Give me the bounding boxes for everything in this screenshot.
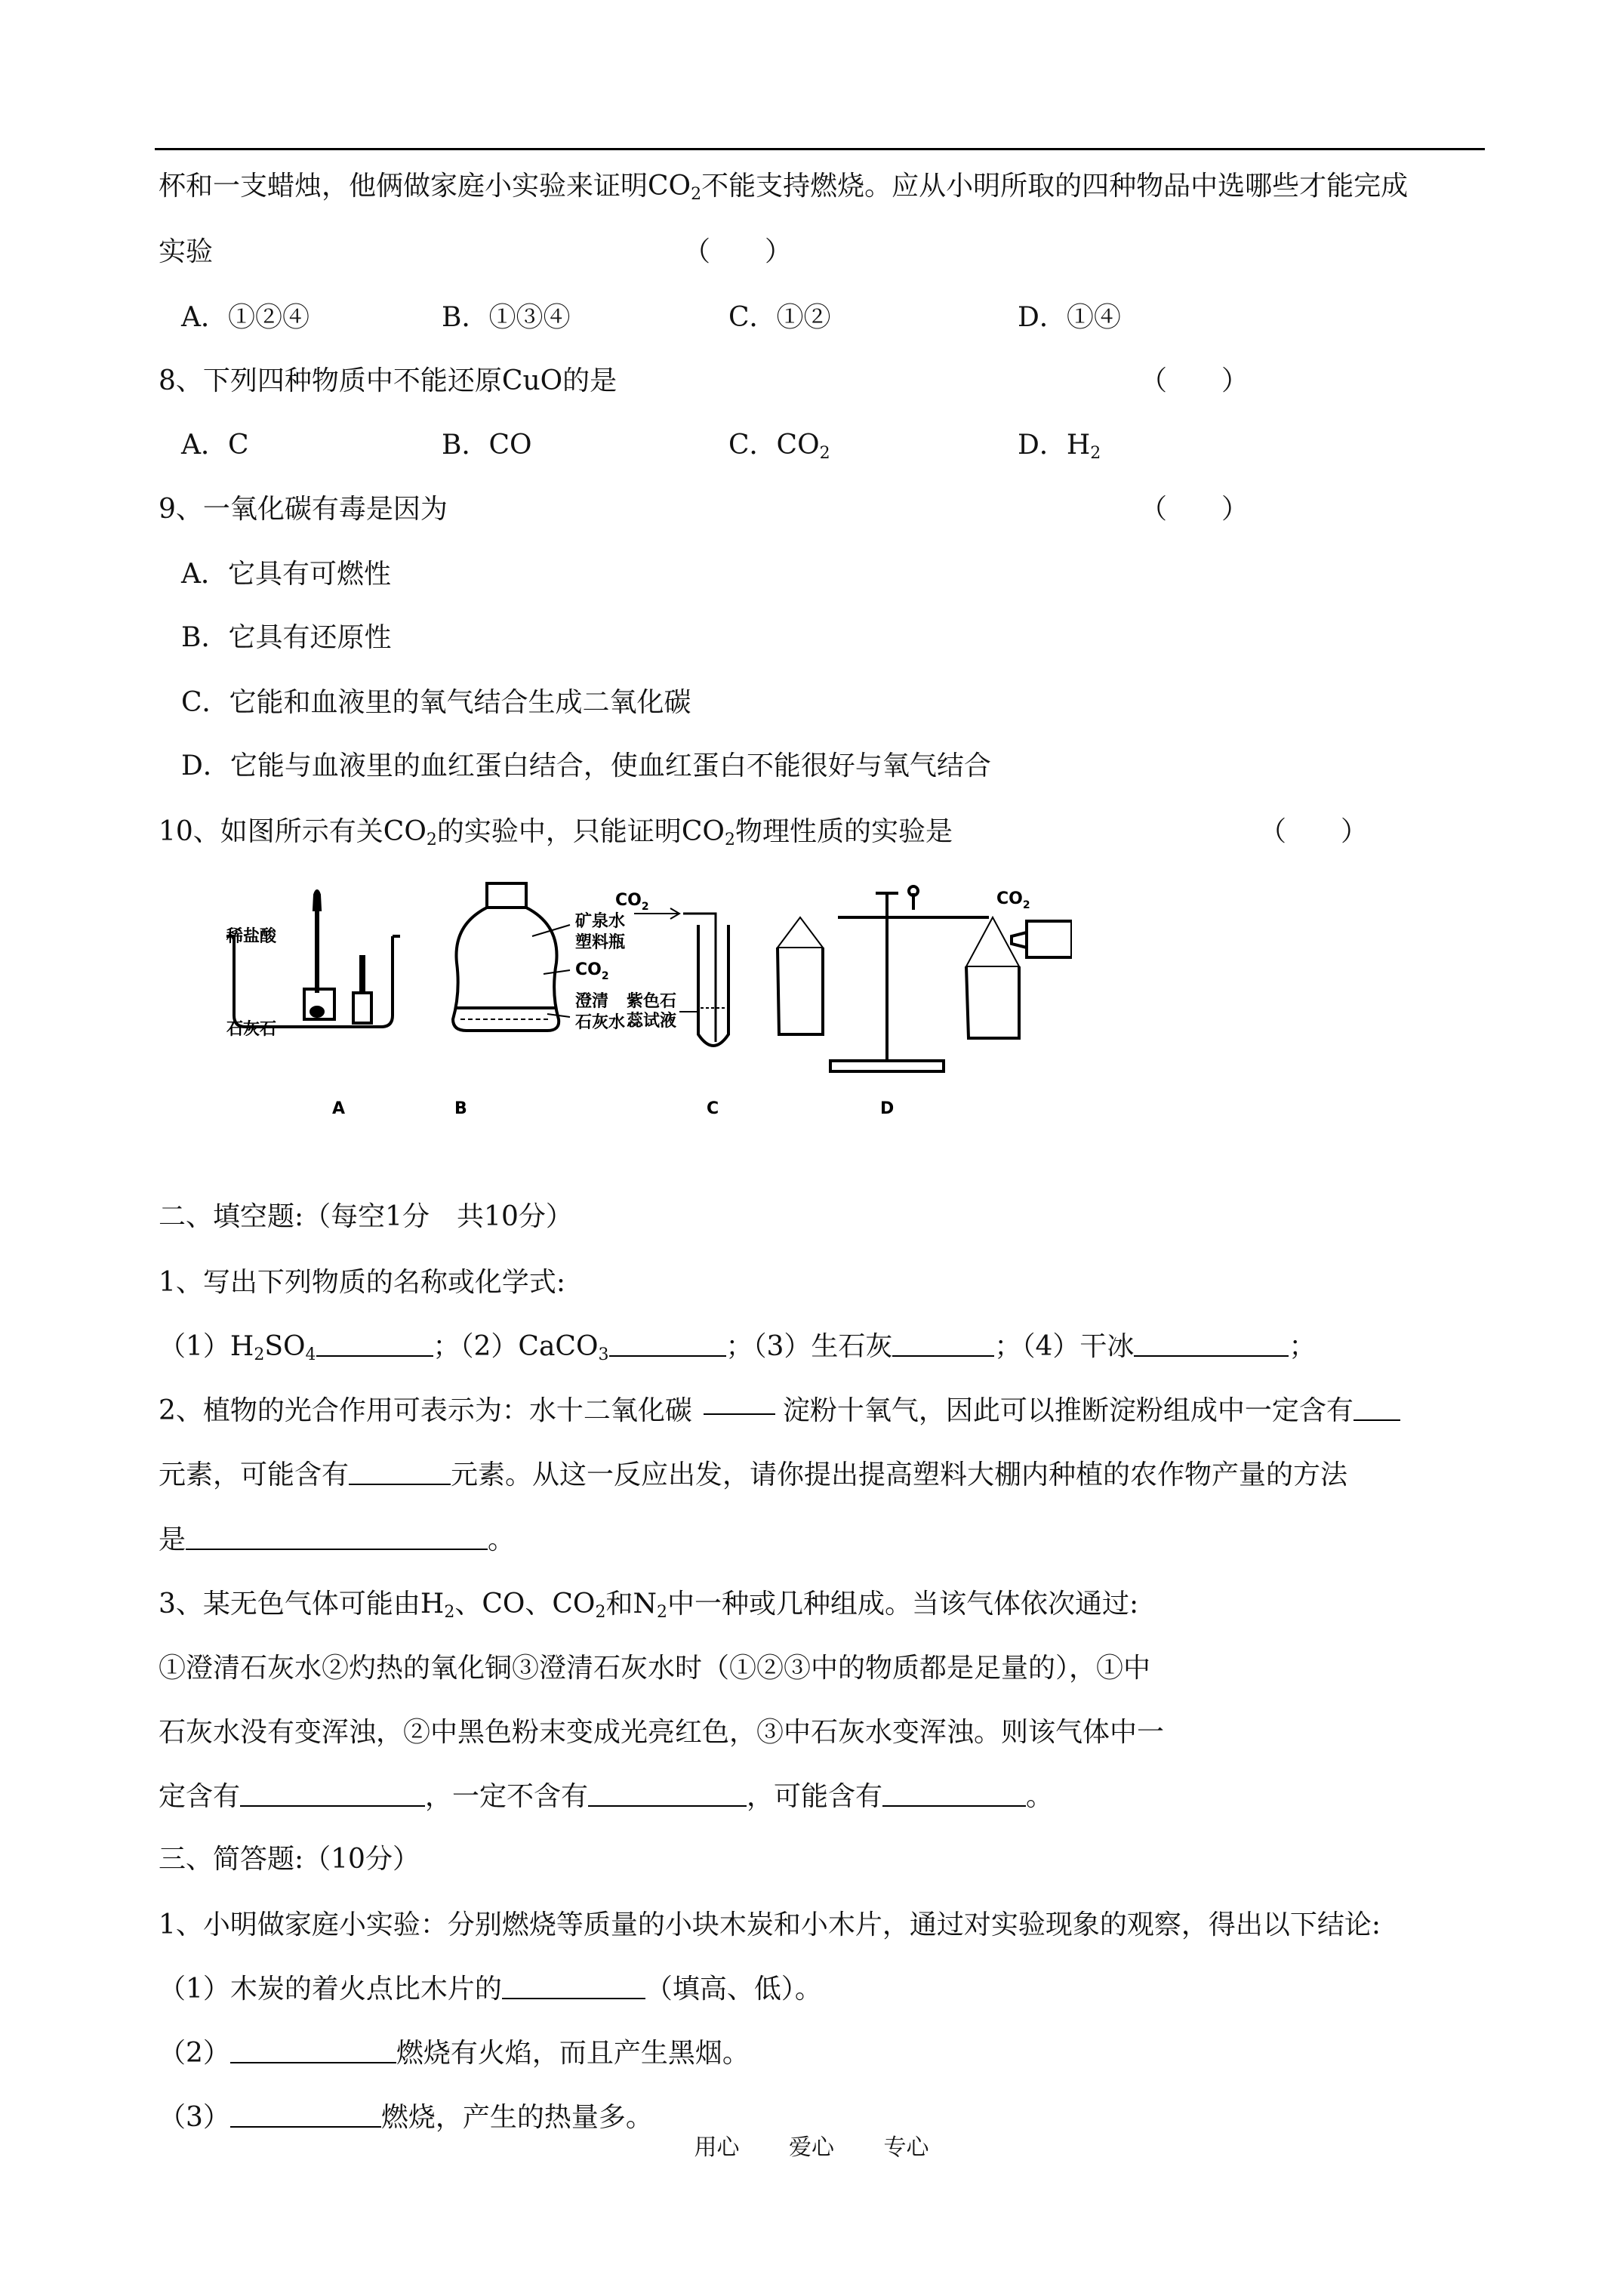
s2q3-line4: 定含有 ，一定不含有 ，可能含有 。 bbox=[159, 1781, 1054, 1812]
header-rule bbox=[155, 148, 1485, 150]
reaction-arrow-line bbox=[704, 1413, 775, 1415]
s2q1-blank-2[interactable] bbox=[609, 1331, 726, 1357]
q7-line1: 杯和一支蜡烛，他俩做家庭小实验来证明$CO_2$不能支持燃烧。应从小明所取的四种物品中选哪些才能完成 bbox=[159, 171, 1409, 204]
q8-option-d: D．$H_2$ bbox=[1018, 430, 1101, 463]
co2-experiment-figure bbox=[226, 880, 1072, 1129]
q10-answer-paren: （ ） bbox=[1259, 816, 1369, 847]
label-c-co2: $CO_2$ bbox=[615, 891, 649, 913]
s3q1-sub3: （3） 燃烧，产生的热量多。 bbox=[159, 2102, 653, 2133]
apparatus-b-bottle bbox=[453, 883, 570, 1031]
q7-option-d: D．①④ bbox=[1018, 302, 1121, 333]
s2q2-blank-2[interactable] bbox=[349, 1459, 451, 1485]
q8-stem: 8、下列四种物质中不能还原CuO的是 bbox=[159, 365, 617, 396]
caption-a: A bbox=[332, 1099, 346, 1118]
footer-word-1: 用心 bbox=[694, 2134, 740, 2161]
caption-d: D bbox=[880, 1099, 895, 1118]
label-b-clear: 澄清 bbox=[575, 992, 609, 1011]
q9-option-c: C．它能和血液里的氧气结合生成二氧化碳 bbox=[181, 687, 691, 718]
s2q3-blank-1[interactable] bbox=[240, 1781, 425, 1807]
q9-answer-paren: （ ） bbox=[1140, 494, 1249, 525]
s2q1-parts: $(1)H_2SO_4$ ；（2）CaCO$_3$ ；（3）生石灰 ；（4）干冰 ； bbox=[159, 1331, 1317, 1364]
label-b-plastic-bottle: 塑料瓶 bbox=[575, 933, 626, 952]
label-a-limestone: 石灰石 bbox=[226, 1020, 277, 1039]
s3q1-sub1: （1）木炭的着火点比木片的 （填高、低）。 bbox=[159, 1974, 822, 2005]
q8-answer-paren: （ ） bbox=[1140, 365, 1249, 396]
s2q1-blank-3[interactable] bbox=[892, 1331, 994, 1357]
q10-stem: 10、如图所示有关$CO_2$的实验中，只能证明$CO_2$物理性质的实验是 bbox=[159, 816, 953, 849]
q9-option-d: D．它能与血液里的血红蛋白结合，使血红蛋白不能很好与氧气结合 bbox=[181, 750, 991, 781]
s2q2-line3: 是 。 bbox=[159, 1524, 516, 1555]
q9-option-a: A．它具有可燃性 bbox=[181, 559, 391, 590]
section3-heading: 三、简答题:（10分） bbox=[159, 1844, 420, 1875]
s2q3-blank-2[interactable] bbox=[588, 1781, 747, 1807]
s2q1-stem: 1、写出下列物质的名称或化学式: bbox=[159, 1267, 566, 1298]
s2q2-blank-1[interactable] bbox=[1354, 1395, 1400, 1421]
section2-heading: 二、填空题:（每空1分 共10分） bbox=[159, 1201, 573, 1232]
s3q1-sub2: （2） 燃烧有火焰，而且产生黑烟。 bbox=[159, 2038, 750, 2069]
q7-answer-paren: （ ） bbox=[683, 236, 793, 267]
label-a-dilute-hcl: 稀盐酸 bbox=[226, 927, 277, 946]
q7-option-a: A．①②④ bbox=[181, 302, 310, 333]
s3q1-blank-1[interactable] bbox=[502, 1974, 645, 1999]
label-b-co2: $CO_2$ bbox=[575, 960, 609, 982]
page-footer bbox=[0, 2134, 1623, 2162]
s3q1-blank-3[interactable] bbox=[230, 2102, 381, 2128]
s2q2-line1: 2、植物的光合作用可表示为：水十二氧化碳 淀粉十氧气，因此可以推断淀粉组成中一定含有 bbox=[159, 1395, 1400, 1428]
s3q1-blank-2[interactable] bbox=[230, 2038, 396, 2063]
s2q2-line2: 元素，可能含有 元素。从这一反应出发，请你提出提高塑料大棚内种植的农作物产量的方法 bbox=[159, 1459, 1348, 1490]
q8-option-a: A．C bbox=[181, 430, 249, 461]
footer-word-2: 爱心 bbox=[789, 2134, 834, 2161]
s2q2-blank-3[interactable] bbox=[186, 1524, 488, 1550]
s2q3-line2: ①澄清石灰水②灼热的氧化铜③澄清石灰水时（①②③中的物质都是足量的），①中 bbox=[159, 1653, 1151, 1684]
q8-option-b: B．CO bbox=[442, 430, 532, 461]
caption-b: B bbox=[454, 1099, 467, 1118]
label-b-limewater: 石灰水 bbox=[575, 1013, 626, 1032]
q7-line2: 实验 bbox=[159, 236, 214, 267]
s3q1-stem: 1、小明做家庭小实验：分别燃烧等质量的小块木炭和小木片，通过对实验现象的观察，得出以下结论: bbox=[159, 1909, 1381, 1940]
label-b-mineral-water: 矿泉水 bbox=[575, 912, 626, 931]
q9-stem: 9、一氧化碳有毒是因为 bbox=[159, 494, 448, 525]
s2q3-line3: 石灰水没有变浑浊，②中黑色粉末变成光亮红色，③中石灰水变浑浊。则该气体中一 bbox=[159, 1717, 1165, 1748]
caption-c: C bbox=[707, 1099, 719, 1118]
q7-option-c: C．①② bbox=[728, 302, 831, 333]
label-d-co2: $CO_2$ bbox=[996, 889, 1030, 911]
s2q3-blank-3[interactable] bbox=[882, 1781, 1026, 1807]
s2q3-line1: 3、某无色气体可能由$H_2$、CO、$CO_2$和$N_2$中一种或几种组成。当该气体依次通过: bbox=[159, 1589, 1139, 1622]
apparatus-d-balance bbox=[778, 886, 1072, 1071]
s2q1-blank-1[interactable] bbox=[316, 1331, 433, 1357]
q9-option-b: B．它具有还原性 bbox=[181, 622, 392, 653]
apparatus-a-beaker bbox=[226, 891, 400, 1027]
label-c-litmus-1: 紫色石 bbox=[627, 992, 677, 1011]
footer-word-3: 专心 bbox=[883, 2134, 929, 2161]
s2q1-blank-4[interactable] bbox=[1134, 1331, 1289, 1357]
q7-option-b: B．①③④ bbox=[442, 302, 571, 333]
q8-option-c: C．$CO_2$ bbox=[728, 430, 830, 463]
label-c-litmus-2: 蕊试液 bbox=[627, 1012, 677, 1031]
